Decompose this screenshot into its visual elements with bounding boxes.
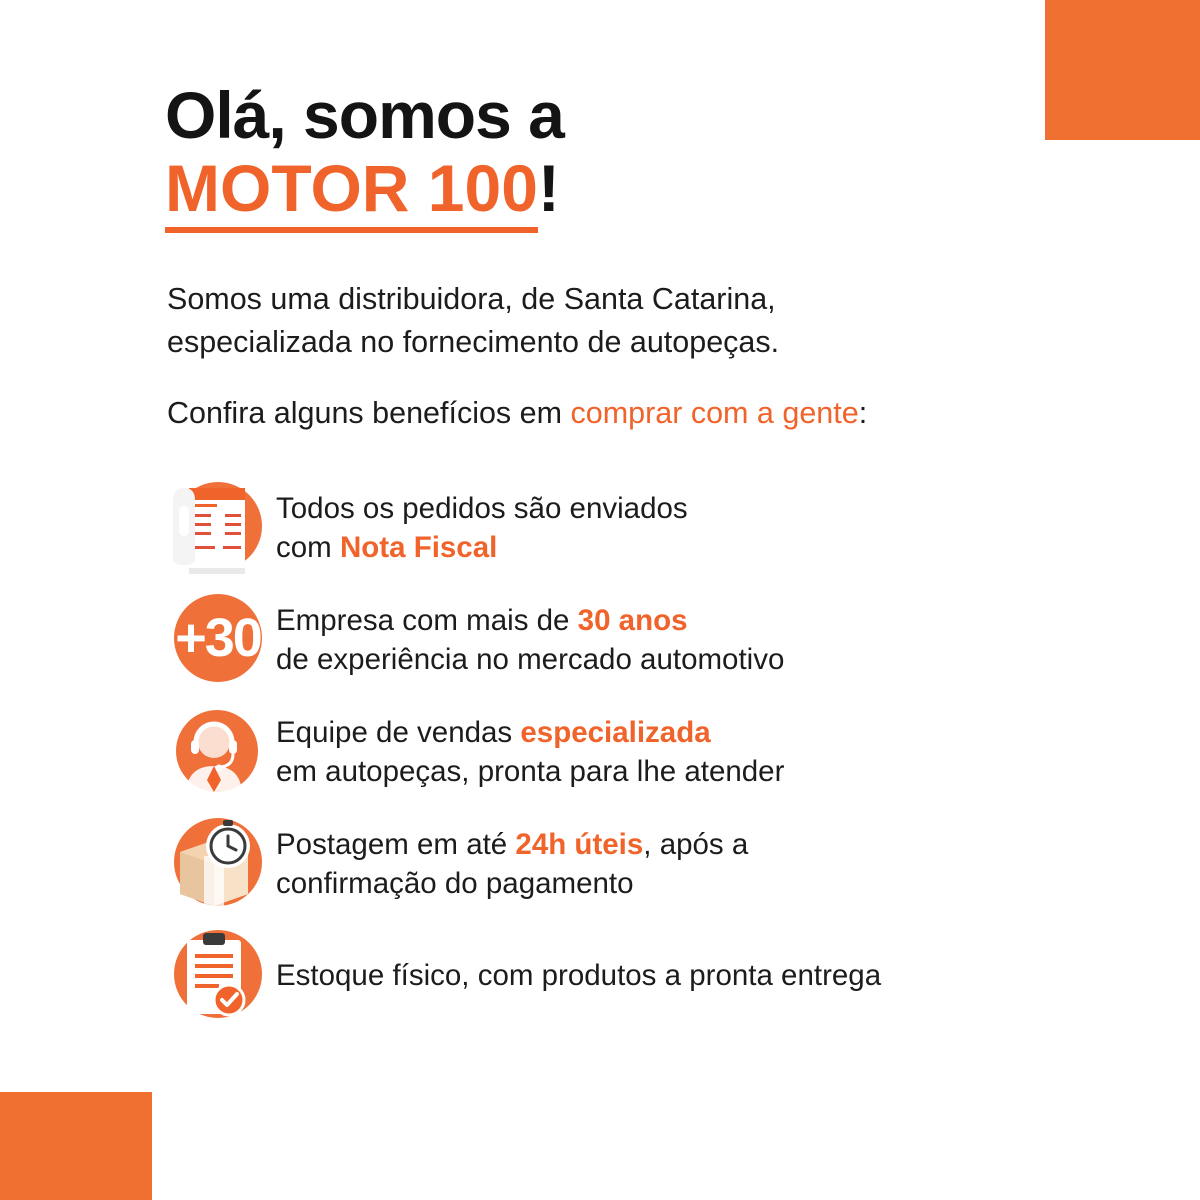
benefit-1-line-2-accent: Nota Fiscal xyxy=(339,531,498,564)
list-item xyxy=(160,584,1150,696)
subheading-suffix: : xyxy=(858,396,868,430)
clipboard-check-icon-glyph xyxy=(171,930,257,1022)
benefit-4-line-1-suffix: , após a xyxy=(643,827,749,861)
headline-exclamation: ! xyxy=(537,151,560,226)
package-stopwatch-icon-glyph xyxy=(168,818,260,910)
benefit-1-line-1: Todos os pedidos são enviados xyxy=(276,491,688,525)
benefit-3-line-1 xyxy=(276,713,784,752)
intro-line-1: Somos uma distribuidora, de Santa Catarina, xyxy=(167,282,776,316)
intro-line-2: especializada no fornecimento de autopeças. xyxy=(167,325,780,360)
benefit-1-line-2 xyxy=(276,528,688,567)
benefit-3-line-1-accent: especializada xyxy=(520,715,711,749)
benefit-4-line-1-accent: 24h úteis xyxy=(515,827,644,861)
list-item-text xyxy=(268,825,748,903)
clipboard-check-icon xyxy=(160,924,268,1028)
decorative-block-top-right xyxy=(1045,0,1200,140)
list-item-text xyxy=(268,489,688,567)
subheading-prefix: Confira alguns benefícios em xyxy=(167,396,571,430)
subheading-accent: comprar com a gente xyxy=(570,396,859,430)
benefit-4-line-1-prefix: Postagem em até xyxy=(276,827,516,861)
list-item-text xyxy=(268,601,784,679)
page-title xyxy=(165,78,1065,226)
benefit-3-line-1-prefix: Equipe de vendas xyxy=(276,715,521,749)
headline-line-1: Olá, somos a xyxy=(165,78,564,152)
intro-paragraph xyxy=(167,278,1067,365)
list-item-text xyxy=(268,956,881,995)
headline-line-2 xyxy=(165,151,1065,226)
sales-agent-headset-icon xyxy=(160,700,268,804)
brand-name: MOTOR 100 xyxy=(165,151,538,233)
sales-agent-headset-icon-glyph xyxy=(172,708,256,796)
plus-thirty-label: +30 xyxy=(175,608,261,668)
decorative-block-bottom-left xyxy=(0,1092,152,1200)
benefit-4-line-2: confirmação do pagamento xyxy=(276,867,634,900)
benefit-2-line-1 xyxy=(276,601,784,640)
receipt-icon-glyph xyxy=(171,482,257,574)
benefit-2-line-2: de experiência no mercado automotivo xyxy=(276,643,785,676)
plus-thirty-badge-icon xyxy=(160,588,268,692)
benefit-4-line-1 xyxy=(276,825,748,864)
benefit-2-line-1-prefix: Empresa com mais de xyxy=(276,603,578,637)
package-stopwatch-icon xyxy=(160,812,268,916)
list-item xyxy=(160,472,1150,584)
benefits-subheading xyxy=(167,396,1117,431)
benefit-3-line-2: em autopeças, pronta para lhe atender xyxy=(276,755,785,788)
benefit-1-line-2-prefix: com xyxy=(276,531,340,564)
list-item-text xyxy=(268,713,784,791)
list-item xyxy=(160,808,1150,920)
list-item xyxy=(160,696,1150,808)
receipt-icon xyxy=(160,476,268,580)
list-item xyxy=(160,920,1150,1032)
benefit-5-line-1: Estoque físico, com produtos a pronta entrega xyxy=(276,959,882,993)
benefit-2-line-1-accent: 30 anos xyxy=(577,603,688,637)
benefits-list xyxy=(160,472,1150,1032)
